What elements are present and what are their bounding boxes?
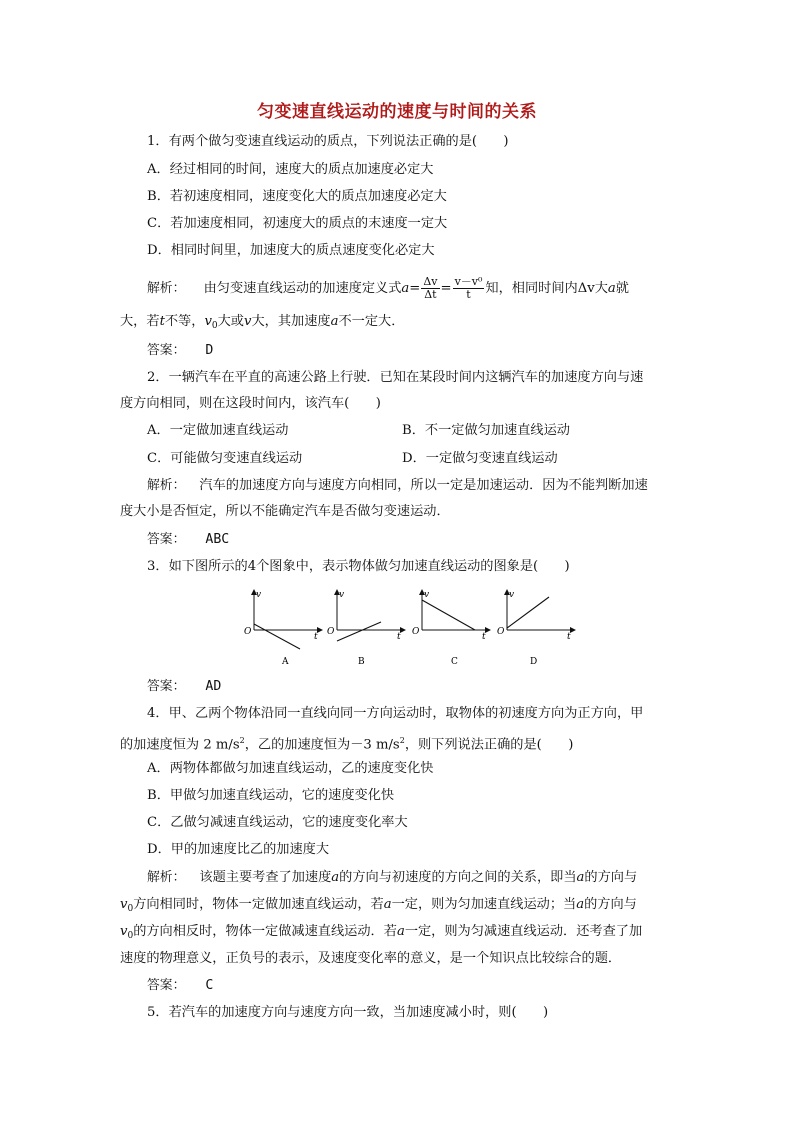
q4-stem-line-2: 的加速度恒为 2 $m/s^2$，乙的加速度恒为－3 $m/s^2$，则下列说法正确的是( ) — [120, 736, 574, 753]
graph-d-letter: D — [530, 657, 538, 667]
graph-b-origin-label: O — [327, 627, 335, 637]
graph-c-t-label: t — [482, 632, 486, 642]
q2-option-d: D．一定做匀变速直线运动 — [402, 451, 558, 466]
formula-fraction-1: $\frac{\Delta v}{\Delta t}$ — [423, 275, 438, 301]
q4-option-a: A．两物体都做匀加速直线运动，乙的速度变化快 — [147, 761, 434, 776]
graph-b-letter: B — [358, 657, 365, 667]
q4-option-b: B．甲做匀加速直线运动，它的速度变化快 — [147, 788, 395, 803]
graph-b-t-label: t — [397, 632, 401, 642]
formula-fraction-2: $\frac{\text{v－v⁰}}{t}$ — [454, 275, 483, 301]
graph-b — [327, 590, 405, 667]
graph-d-t-label: t — [567, 632, 571, 642]
q1-option-c: C．若加速度相同，初速度大的质点的末速度一定大 — [147, 216, 448, 231]
q4-stem-line-1: 4．甲、乙两个物体沿同一直线向同一方向运动时，取物体的初速度方向为正方向，甲 — [147, 706, 644, 721]
q2-option-c: C．可能做匀变速直线运动 — [147, 451, 303, 466]
graph-b-v-label: v — [339, 590, 345, 600]
q1-option-a: A．经过相同的时间，速度大的质点加速度必定大 — [147, 162, 434, 177]
graph-a-letter: A — [282, 657, 289, 667]
graph-a — [244, 590, 322, 667]
graph-c-letter: C — [451, 657, 458, 667]
graph-a-t-label: t — [314, 632, 318, 642]
graph-d-v-label: v — [509, 590, 515, 600]
q1-analysis-text: 由匀变速直线运动的加速度定义式 — [203, 281, 402, 296]
q4-analysis-line-3: $v_0$的方向相反时，物体一定做减速直线运动．若a一定，则为匀减速直线运动．还考查了加 — [120, 924, 643, 941]
graph-d-origin-label: O — [497, 627, 505, 637]
q2-analysis-line-2: 度大小是否恒定，所以不能确定汽车是否做匀变速运动． — [120, 504, 450, 519]
q2-stem-line-1: 2．一辆汽车在平直的高速公路上行驶．已知在某段时间内这辆汽车的加速度方向与速 — [147, 370, 644, 385]
formula-lhs: a= — [401, 281, 421, 296]
graph-d — [497, 590, 575, 667]
q4-option-c: C．乙做匀减速直线运动，它的速度变化率大 — [147, 815, 408, 830]
q1-analysis-label: 解析： — [147, 281, 186, 296]
q4-analysis-line-4: 速度的物理意义，正负号的表示，及速度变化率的意义，是一个知识点比较综合的题． — [120, 951, 622, 966]
page-title: 匀变速直线运动的速度与时间的关系 — [257, 102, 537, 122]
q4-option-d: D．甲的加速度比乙的加速度大 — [147, 842, 330, 857]
q1-stem: 1．有两个做匀变速直线运动的质点，下列说法正确的是( ) — [147, 134, 509, 149]
q4-answer: 答案： C — [147, 978, 214, 993]
q3-stem: 3．如下图所示的4个图象中，表示物体做匀加速直线运动的图象是( ) — [147, 559, 570, 574]
q1-option-d: D．相同时间里，加速度大的质点速度变化必定大 — [147, 243, 435, 258]
q4-analysis-line-2: $v_0$方向相同时，物体一定做加速直线运动，若a一定，则为匀加速直线运动；当a的方向与 — [120, 897, 637, 914]
q2-analysis-line-1: 解析： 汽车的加速度方向与速度方向相同，所以一定是加速运动．因为不能判断加速 — [147, 478, 648, 493]
graph-a-origin-label: O — [244, 627, 252, 637]
graph-c-v-label: v — [424, 590, 430, 600]
q4-analysis-line-1: 解析： 该题主要考查了加速度a的方向与初速度的方向之间的关系，即当a的方向与 — [147, 870, 638, 885]
q2-stem-line-2: 度方向相同，则在这段时间内，该汽车( ) — [120, 396, 381, 411]
graph-a-v-label: v — [256, 590, 262, 600]
q1-analysis-line-1: 解析： 由匀变速直线运动的加速度定义式a= $\frac{\Delta v}{\Delta t}$ = $\frac{\text{v－v⁰}}{t}$ 知，相同时间内Δv大a就 — [147, 275, 629, 301]
vt-graphs-figure — [237, 586, 587, 668]
q2-option-b: B．不一定做匀加速直线运动 — [402, 423, 570, 438]
formula-equals: = — [440, 281, 452, 296]
q1-option-b: B．若初速度相同，速度变化大的质点加速度必定大 — [147, 189, 447, 204]
q5-stem: 5．若汽车的加速度方向与速度方向一致，当加速度减小时，则( ) — [147, 1005, 549, 1020]
graph-c-origin-label: O — [412, 627, 420, 637]
q1-analysis-line-2: 大，若t不等，$v_0$大或v大，其加速度a不一定大． — [120, 314, 405, 331]
q1-answer: 答案： D — [147, 343, 214, 358]
q3-answer: 答案： AD — [147, 679, 222, 694]
q2-option-a: A．一定做加速直线运动 — [147, 423, 289, 438]
q2-answer: 答案： ABC — [147, 532, 230, 547]
graph-c — [412, 590, 490, 667]
